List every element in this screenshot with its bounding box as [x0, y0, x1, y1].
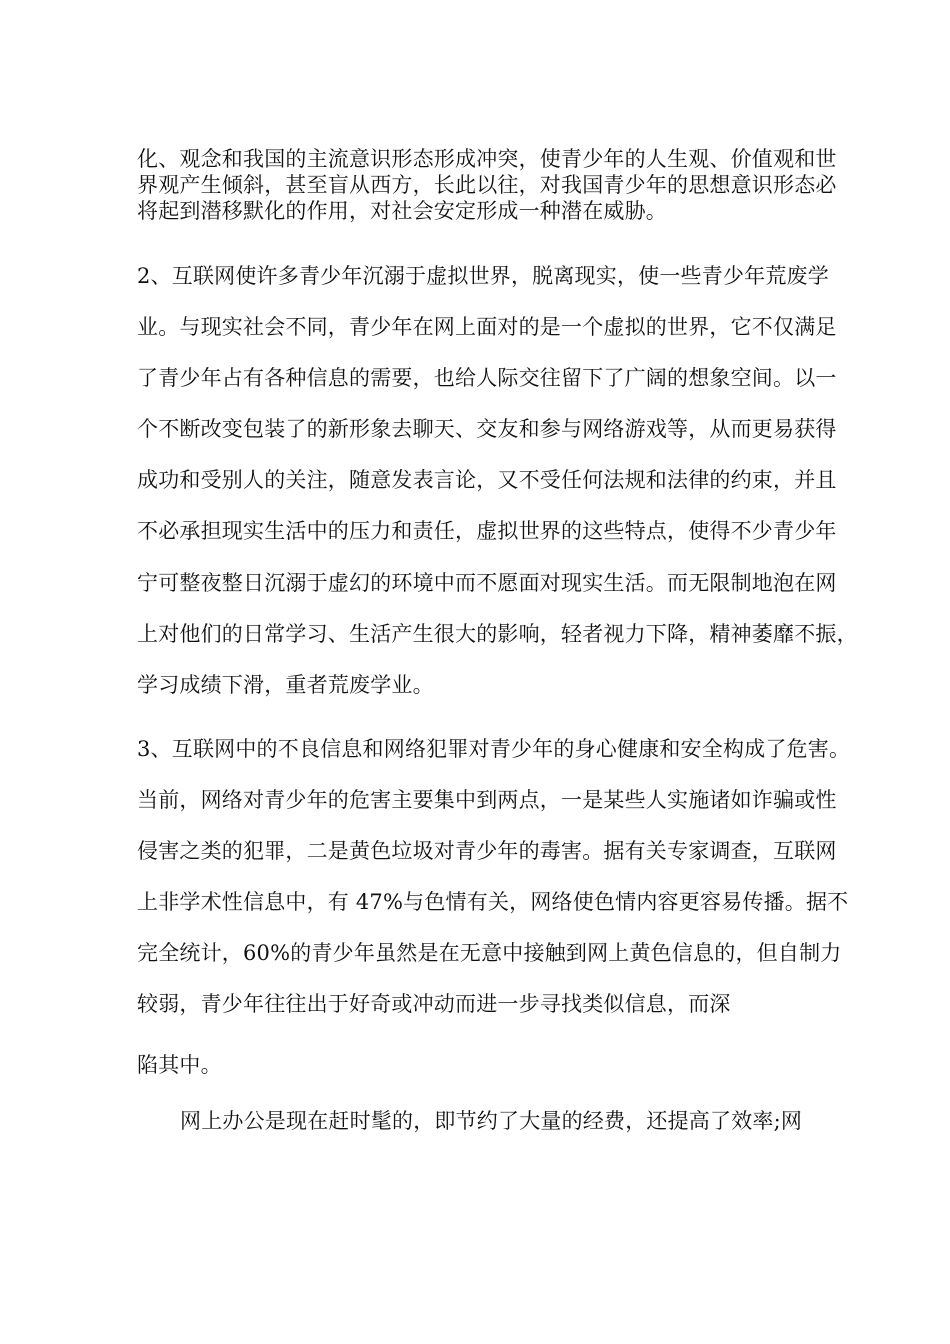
text-line: 学习成绩下滑，重者荒废学业。: [137, 673, 434, 697]
text-line: 界观产生倾斜，甚至盲从西方，长此以往，对我国青少年的思想意识形态必: [137, 173, 837, 197]
text-line: 侵害之类的犯罪，二是黄色垃圾对青少年的毒害。据有关专家调查，互联网: [137, 839, 837, 863]
text-line: 陷其中。: [137, 1053, 222, 1077]
text-line: 当前，网络对青少年的危害主要集中到两点，一是某些人实施诸如诈骗或性: [137, 788, 837, 812]
text-line: 不必承担现实生活中的压力和责任，虚拟世界的这些特点，使得不少青少年: [137, 519, 837, 543]
text-line: 3、互联网中的不良信息和网络犯罪对青少年的身心健康和安全构成了危害。: [137, 737, 851, 761]
text-line: 2、互联网使许多青少年沉溺于虚拟世界，脱离现实，使一些青少年荒废学: [137, 264, 829, 288]
text-line: 化、观念和我国的主流意识形态形成冲突，使青少年的人生观、价值观和世: [137, 147, 837, 171]
text-line: 较弱，青少年往往出于好奇或冲动而进一步寻找类似信息，而深: [137, 992, 731, 1016]
text-line: 将起到潜移默化的作用，对社会安定形成一种潜在威胁。: [137, 199, 667, 223]
text-line: 网上办公是现在赶时髦的，即节约了大量的经费，还提高了效率;网: [180, 1109, 803, 1133]
text-line: 成功和受别人的关注，随意发表言论，又不受任何法规和法律的约束，并且: [137, 468, 837, 492]
text-line: 上对他们的日常学习、生活产生很大的影响，轻者视力下降，精神萎靡不振，: [137, 622, 858, 646]
text-line: 宁可整夜整日沉溺于虚幻的环境中而不愿面对现实生活。而无限制地泡在网: [137, 571, 837, 595]
text-line: 了青少年占有各种信息的需要，也给人际交往留下了广阔的想象空间。以一: [137, 366, 837, 390]
text-line: 业。与现实社会不同，青少年在网上面对的是一个虚拟的世界，它不仅满足: [137, 315, 837, 339]
text-line: 完全统计，60%的青少年虽然是在无意中接触到网上黄色信息的，但自制力: [137, 941, 842, 965]
text-line: 上非学术性信息中，有 47%与色情有关，网络使色情内容更容易传播。据不: [137, 890, 849, 914]
text-line: 个不断改变包装了的新形象去聊天、交友和参与网络游戏等，从而更易获得: [137, 417, 837, 441]
